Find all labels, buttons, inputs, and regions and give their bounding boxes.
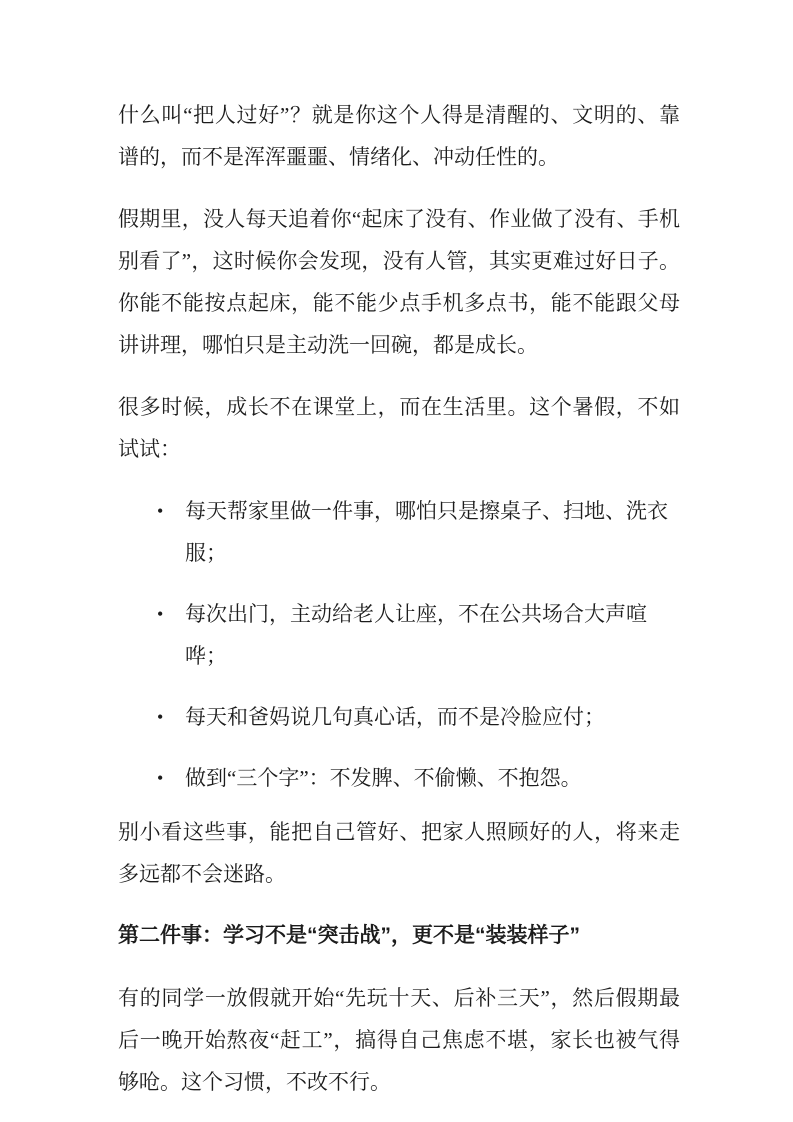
list-item xyxy=(118,757,680,799)
list-item-text: 每天帮家里做一件事，哪怕只是擦桌子、扫地、洗衣服； xyxy=(185,499,668,565)
list-item xyxy=(118,593,680,677)
list-item xyxy=(118,696,680,738)
list-item-text: 做到“三个字”：不发脾、不偷懒、不抱怨。 xyxy=(185,766,582,790)
list-item-text: 每天和爸妈说几句真心话，而不是冷脸应付； xyxy=(185,705,605,729)
bullet-icon: • xyxy=(157,501,164,521)
list-item-text: 每次出门，主动给老人让座，不在公共场合大声喧哗； xyxy=(185,602,647,668)
bullet-icon: • xyxy=(157,707,164,727)
paragraph-growth-in-life: 很多时候，成长不在课堂上，而在生活里。这个暑假，不如试试： xyxy=(118,395,680,461)
list-item xyxy=(118,490,680,574)
bullet-icon: • xyxy=(157,604,164,624)
paragraph-study-habits: 有的同学一放假就开始“先玩十天、后补三天”，然后假期最后一晚开始熬夜“赶工”，搞得自己焦虑不堪，家长也被气得够呛。这个习惯，不改不行。 xyxy=(118,986,680,1094)
bullet-icon: • xyxy=(157,768,164,788)
paragraph-living-well: 什么叫“把人过好”？就是你这个人得是清醒的、文明的、靠谱的，而不是浑浑噩噩、情绪化、冲动任性的。 xyxy=(118,103,680,169)
bullet-list xyxy=(118,490,680,799)
paragraph-small-things-matter: 别小看这些事，能把自己管好、把家人照顾好的人，将来走多远都不会迷路。 xyxy=(118,820,680,886)
paragraph-holiday-selfcare: 假期里，没人每天追着你“起床了没有、作业做了没有、手机别看了”，这时候你会发现，没有人管，其实更难过好日子。你能不能按点起床，能不能少点手机多点书，能不能跟父母讲讲理，哪怕只是主动洗一回碗，都是成长。 xyxy=(118,207,680,357)
section-heading-second-thing: 第二件事：学习不是“突击战”，更不是“装装样子” xyxy=(118,924,580,947)
